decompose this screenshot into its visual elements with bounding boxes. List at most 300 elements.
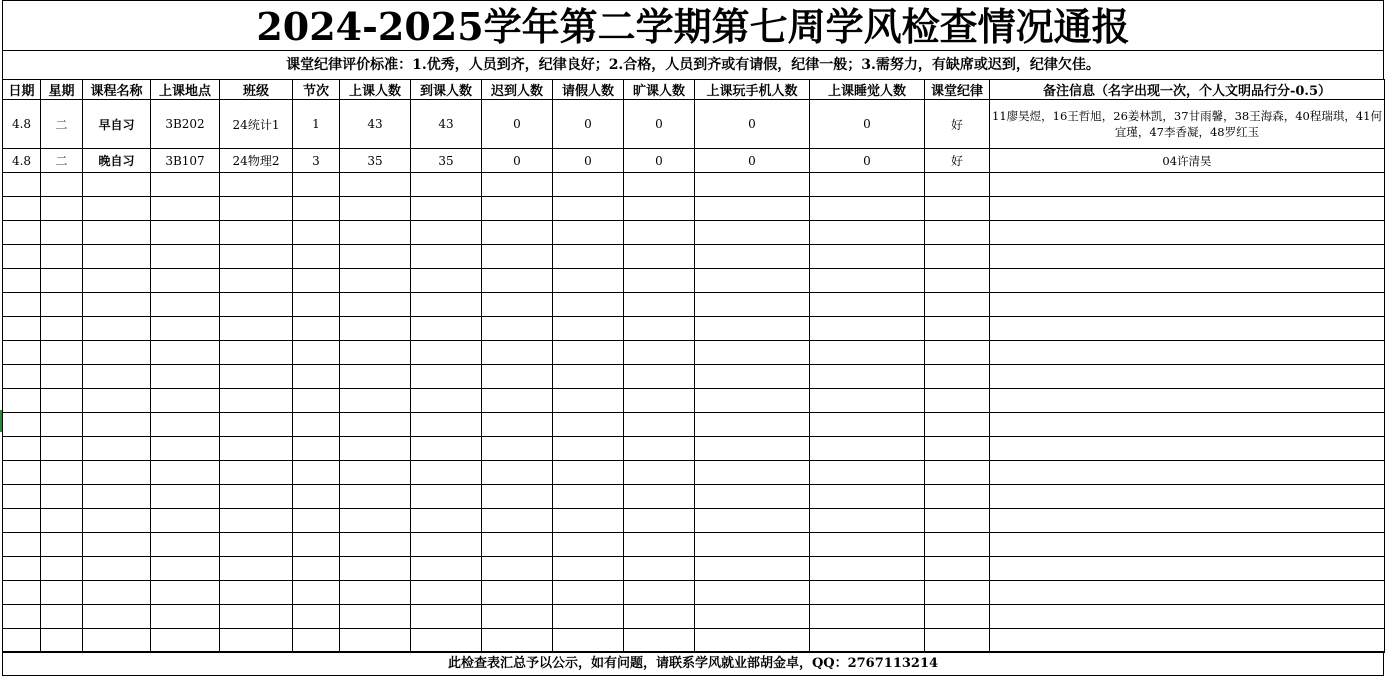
empty-cell[interactable] xyxy=(411,629,482,653)
empty-cell[interactable] xyxy=(3,245,41,269)
empty-cell[interactable] xyxy=(553,197,624,221)
empty-cell[interactable] xyxy=(41,557,83,581)
col-header-phone[interactable]: 上课玩手机人数 xyxy=(695,80,810,100)
cell-enrolled[interactable]: 35 xyxy=(340,149,411,173)
empty-cell[interactable] xyxy=(41,413,83,437)
empty-cell[interactable] xyxy=(220,221,293,245)
empty-cell[interactable] xyxy=(990,461,1385,485)
empty-cell[interactable] xyxy=(553,605,624,629)
cell-leave[interactable]: 0 xyxy=(553,100,624,149)
empty-cell[interactable] xyxy=(695,413,810,437)
empty-cell[interactable] xyxy=(41,509,83,533)
empty-cell[interactable] xyxy=(293,341,340,365)
empty-cell[interactable] xyxy=(925,605,990,629)
empty-cell[interactable] xyxy=(553,269,624,293)
cell-discipline[interactable]: 好 xyxy=(925,149,990,173)
empty-cell[interactable] xyxy=(990,629,1385,653)
empty-cell[interactable] xyxy=(553,245,624,269)
empty-cell[interactable] xyxy=(810,317,925,341)
empty-cell[interactable] xyxy=(293,533,340,557)
empty-cell[interactable] xyxy=(624,245,695,269)
cell-enrolled[interactable]: 43 xyxy=(340,100,411,149)
empty-cell[interactable] xyxy=(293,365,340,389)
empty-cell[interactable] xyxy=(151,197,220,221)
empty-cell[interactable] xyxy=(624,341,695,365)
empty-cell[interactable] xyxy=(151,173,220,197)
empty-cell[interactable] xyxy=(293,293,340,317)
empty-cell[interactable] xyxy=(553,341,624,365)
empty-cell[interactable] xyxy=(925,221,990,245)
cell-sleep[interactable]: 0 xyxy=(810,149,925,173)
empty-cell[interactable] xyxy=(83,245,151,269)
empty-cell[interactable] xyxy=(83,605,151,629)
empty-cell[interactable] xyxy=(411,269,482,293)
empty-cell[interactable] xyxy=(925,341,990,365)
empty-cell[interactable] xyxy=(695,533,810,557)
empty-cell[interactable] xyxy=(624,221,695,245)
empty-cell[interactable] xyxy=(340,389,411,413)
empty-cell[interactable] xyxy=(925,461,990,485)
empty-cell[interactable] xyxy=(220,365,293,389)
empty-cell[interactable] xyxy=(151,389,220,413)
empty-cell[interactable] xyxy=(624,461,695,485)
cell-class[interactable]: 24物理2 xyxy=(220,149,293,173)
empty-cell[interactable] xyxy=(624,389,695,413)
empty-cell[interactable] xyxy=(624,293,695,317)
empty-cell[interactable] xyxy=(925,557,990,581)
empty-cell[interactable] xyxy=(553,629,624,653)
empty-cell[interactable] xyxy=(810,461,925,485)
empty-cell[interactable] xyxy=(482,293,553,317)
col-header-date[interactable]: 日期 xyxy=(3,80,41,100)
empty-cell[interactable] xyxy=(340,605,411,629)
empty-cell[interactable] xyxy=(695,461,810,485)
empty-cell[interactable] xyxy=(925,269,990,293)
empty-cell[interactable] xyxy=(695,581,810,605)
empty-cell[interactable] xyxy=(41,365,83,389)
empty-cell[interactable] xyxy=(990,341,1385,365)
col-header-weekday[interactable]: 星期 xyxy=(41,80,83,100)
empty-cell[interactable] xyxy=(3,461,41,485)
cell-remarks[interactable]: 11廖昊煜，16王哲旭，26姜林凯，37甘雨馨，38王海森，40程瑞琪，41何宜瑾，47李香凝，48罗红玉 xyxy=(990,100,1385,149)
empty-cell[interactable] xyxy=(151,293,220,317)
empty-cell[interactable] xyxy=(340,581,411,605)
empty-cell[interactable] xyxy=(411,317,482,341)
empty-cell[interactable] xyxy=(220,197,293,221)
empty-cell[interactable] xyxy=(3,173,41,197)
empty-cell[interactable] xyxy=(925,173,990,197)
empty-cell[interactable] xyxy=(3,269,41,293)
empty-cell[interactable] xyxy=(990,269,1385,293)
cell-late[interactable]: 0 xyxy=(482,100,553,149)
empty-cell[interactable] xyxy=(553,485,624,509)
empty-cell[interactable] xyxy=(293,173,340,197)
empty-cell[interactable] xyxy=(810,197,925,221)
cell-phone[interactable]: 0 xyxy=(695,100,810,149)
empty-cell[interactable] xyxy=(624,533,695,557)
empty-cell[interactable] xyxy=(3,293,41,317)
empty-cell[interactable] xyxy=(340,533,411,557)
empty-cell[interactable] xyxy=(624,509,695,533)
empty-cell[interactable] xyxy=(340,317,411,341)
empty-cell[interactable] xyxy=(3,389,41,413)
empty-cell[interactable] xyxy=(151,245,220,269)
empty-cell[interactable] xyxy=(624,557,695,581)
empty-cell[interactable] xyxy=(810,413,925,437)
empty-cell[interactable] xyxy=(553,581,624,605)
empty-cell[interactable] xyxy=(695,557,810,581)
col-header-discipline[interactable]: 课堂纪律 xyxy=(925,80,990,100)
empty-cell[interactable] xyxy=(340,341,411,365)
empty-cell[interactable] xyxy=(41,605,83,629)
empty-cell[interactable] xyxy=(411,509,482,533)
empty-cell[interactable] xyxy=(220,173,293,197)
empty-cell[interactable] xyxy=(293,629,340,653)
empty-cell[interactable] xyxy=(695,221,810,245)
empty-cell[interactable] xyxy=(83,221,151,245)
cell-attended[interactable]: 43 xyxy=(411,100,482,149)
cell-absent[interactable]: 0 xyxy=(624,100,695,149)
empty-cell[interactable] xyxy=(990,293,1385,317)
empty-cell[interactable] xyxy=(624,365,695,389)
empty-cell[interactable] xyxy=(83,509,151,533)
empty-cell[interactable] xyxy=(482,557,553,581)
cell-period[interactable]: 3 xyxy=(293,149,340,173)
empty-cell[interactable] xyxy=(41,293,83,317)
empty-cell[interactable] xyxy=(3,509,41,533)
cell-location[interactable]: 3B202 xyxy=(151,100,220,149)
col-header-period[interactable]: 节次 xyxy=(293,80,340,100)
empty-cell[interactable] xyxy=(990,221,1385,245)
empty-cell[interactable] xyxy=(553,437,624,461)
empty-cell[interactable] xyxy=(411,485,482,509)
empty-cell[interactable] xyxy=(482,389,553,413)
empty-cell[interactable] xyxy=(810,173,925,197)
empty-cell[interactable] xyxy=(411,341,482,365)
empty-cell[interactable] xyxy=(293,485,340,509)
empty-cell[interactable] xyxy=(293,317,340,341)
empty-cell[interactable] xyxy=(293,509,340,533)
empty-cell[interactable] xyxy=(340,173,411,197)
empty-cell[interactable] xyxy=(925,317,990,341)
empty-cell[interactable] xyxy=(83,317,151,341)
empty-cell[interactable] xyxy=(695,437,810,461)
empty-cell[interactable] xyxy=(482,197,553,221)
empty-cell[interactable] xyxy=(482,461,553,485)
empty-cell[interactable] xyxy=(990,557,1385,581)
empty-cell[interactable] xyxy=(3,485,41,509)
empty-cell[interactable] xyxy=(83,293,151,317)
empty-cell[interactable] xyxy=(482,485,553,509)
empty-cell[interactable] xyxy=(3,605,41,629)
empty-cell[interactable] xyxy=(695,269,810,293)
empty-cell[interactable] xyxy=(340,197,411,221)
empty-cell[interactable] xyxy=(151,365,220,389)
empty-cell[interactable] xyxy=(695,173,810,197)
empty-cell[interactable] xyxy=(411,389,482,413)
empty-cell[interactable] xyxy=(990,605,1385,629)
empty-cell[interactable] xyxy=(925,197,990,221)
empty-cell[interactable] xyxy=(83,533,151,557)
empty-cell[interactable] xyxy=(340,221,411,245)
empty-cell[interactable] xyxy=(41,437,83,461)
empty-cell[interactable] xyxy=(990,581,1385,605)
empty-cell[interactable] xyxy=(482,533,553,557)
empty-cell[interactable] xyxy=(220,413,293,437)
empty-cell[interactable] xyxy=(83,341,151,365)
empty-cell[interactable] xyxy=(810,293,925,317)
empty-cell[interactable] xyxy=(695,245,810,269)
empty-cell[interactable] xyxy=(83,365,151,389)
empty-cell[interactable] xyxy=(990,245,1385,269)
empty-cell[interactable] xyxy=(553,509,624,533)
cell-phone[interactable]: 0 xyxy=(695,149,810,173)
empty-cell[interactable] xyxy=(83,581,151,605)
empty-cell[interactable] xyxy=(3,557,41,581)
empty-cell[interactable] xyxy=(411,461,482,485)
empty-cell[interactable] xyxy=(553,533,624,557)
empty-cell[interactable] xyxy=(990,317,1385,341)
empty-cell[interactable] xyxy=(810,341,925,365)
empty-cell[interactable] xyxy=(695,197,810,221)
empty-cell[interactable] xyxy=(41,533,83,557)
col-header-enrolled[interactable]: 上课人数 xyxy=(340,80,411,100)
empty-cell[interactable] xyxy=(411,437,482,461)
empty-cell[interactable] xyxy=(695,317,810,341)
empty-cell[interactable] xyxy=(293,557,340,581)
empty-cell[interactable] xyxy=(695,365,810,389)
empty-cell[interactable] xyxy=(220,389,293,413)
cell-date[interactable]: 4.8 xyxy=(3,100,41,149)
empty-cell[interactable] xyxy=(83,389,151,413)
empty-cell[interactable] xyxy=(340,413,411,437)
cell-date[interactable]: 4.8 xyxy=(3,149,41,173)
empty-cell[interactable] xyxy=(695,629,810,653)
empty-cell[interactable] xyxy=(220,485,293,509)
empty-cell[interactable] xyxy=(810,389,925,413)
col-header-late[interactable]: 迟到人数 xyxy=(482,80,553,100)
empty-cell[interactable] xyxy=(151,485,220,509)
empty-cell[interactable] xyxy=(925,581,990,605)
empty-cell[interactable] xyxy=(624,413,695,437)
empty-cell[interactable] xyxy=(925,437,990,461)
empty-cell[interactable] xyxy=(220,605,293,629)
cell-remarks[interactable]: 04许清昊 xyxy=(990,149,1385,173)
empty-cell[interactable] xyxy=(340,509,411,533)
cell-period[interactable]: 1 xyxy=(293,100,340,149)
empty-cell[interactable] xyxy=(411,581,482,605)
empty-cell[interactable] xyxy=(83,485,151,509)
empty-cell[interactable] xyxy=(482,341,553,365)
empty-cell[interactable] xyxy=(990,437,1385,461)
empty-cell[interactable] xyxy=(151,269,220,293)
empty-cell[interactable] xyxy=(624,485,695,509)
empty-cell[interactable] xyxy=(624,317,695,341)
empty-cell[interactable] xyxy=(83,437,151,461)
empty-cell[interactable] xyxy=(293,437,340,461)
empty-cell[interactable] xyxy=(925,629,990,653)
empty-cell[interactable] xyxy=(340,269,411,293)
empty-cell[interactable] xyxy=(151,581,220,605)
empty-cell[interactable] xyxy=(925,245,990,269)
empty-cell[interactable] xyxy=(293,221,340,245)
empty-cell[interactable] xyxy=(220,581,293,605)
empty-cell[interactable] xyxy=(3,581,41,605)
empty-cell[interactable] xyxy=(695,389,810,413)
empty-cell[interactable] xyxy=(624,629,695,653)
empty-cell[interactable] xyxy=(151,437,220,461)
cell-sleep[interactable]: 0 xyxy=(810,100,925,149)
empty-cell[interactable] xyxy=(293,605,340,629)
empty-cell[interactable] xyxy=(925,509,990,533)
empty-cell[interactable] xyxy=(482,629,553,653)
empty-cell[interactable] xyxy=(3,413,41,437)
empty-cell[interactable] xyxy=(553,557,624,581)
empty-cell[interactable] xyxy=(810,437,925,461)
empty-cell[interactable] xyxy=(220,557,293,581)
empty-cell[interactable] xyxy=(41,221,83,245)
empty-cell[interactable] xyxy=(810,557,925,581)
empty-cell[interactable] xyxy=(624,269,695,293)
empty-cell[interactable] xyxy=(293,461,340,485)
empty-cell[interactable] xyxy=(340,245,411,269)
empty-cell[interactable] xyxy=(482,365,553,389)
empty-cell[interactable] xyxy=(41,485,83,509)
empty-cell[interactable] xyxy=(220,461,293,485)
empty-cell[interactable] xyxy=(553,173,624,197)
empty-cell[interactable] xyxy=(41,245,83,269)
empty-cell[interactable] xyxy=(624,605,695,629)
empty-cell[interactable] xyxy=(810,533,925,557)
empty-cell[interactable] xyxy=(990,173,1385,197)
col-header-sleep[interactable]: 上课睡觉人数 xyxy=(810,80,925,100)
empty-cell[interactable] xyxy=(83,413,151,437)
empty-cell[interactable] xyxy=(3,221,41,245)
empty-cell[interactable] xyxy=(151,629,220,653)
empty-cell[interactable] xyxy=(340,485,411,509)
empty-cell[interactable] xyxy=(3,437,41,461)
empty-cell[interactable] xyxy=(990,413,1385,437)
empty-cell[interactable] xyxy=(220,317,293,341)
empty-cell[interactable] xyxy=(990,197,1385,221)
empty-cell[interactable] xyxy=(220,533,293,557)
empty-cell[interactable] xyxy=(482,413,553,437)
empty-cell[interactable] xyxy=(340,629,411,653)
empty-cell[interactable] xyxy=(220,509,293,533)
empty-cell[interactable] xyxy=(3,197,41,221)
empty-cell[interactable] xyxy=(220,629,293,653)
empty-cell[interactable] xyxy=(151,341,220,365)
empty-cell[interactable] xyxy=(83,173,151,197)
empty-cell[interactable] xyxy=(411,293,482,317)
empty-cell[interactable] xyxy=(151,557,220,581)
empty-cell[interactable] xyxy=(990,365,1385,389)
col-header-class[interactable]: 班级 xyxy=(220,80,293,100)
empty-cell[interactable] xyxy=(220,245,293,269)
empty-cell[interactable] xyxy=(151,461,220,485)
empty-cell[interactable] xyxy=(411,365,482,389)
cell-course[interactable]: 晚自习 xyxy=(83,149,151,173)
empty-cell[interactable] xyxy=(482,605,553,629)
empty-cell[interactable] xyxy=(925,365,990,389)
empty-cell[interactable] xyxy=(293,245,340,269)
empty-cell[interactable] xyxy=(83,269,151,293)
empty-cell[interactable] xyxy=(340,365,411,389)
cell-location[interactable]: 3B107 xyxy=(151,149,220,173)
empty-cell[interactable] xyxy=(151,413,220,437)
empty-cell[interactable] xyxy=(3,317,41,341)
empty-cell[interactable] xyxy=(482,269,553,293)
empty-cell[interactable] xyxy=(482,437,553,461)
col-header-attended[interactable]: 到课人数 xyxy=(411,80,482,100)
empty-cell[interactable] xyxy=(411,197,482,221)
empty-cell[interactable] xyxy=(83,197,151,221)
empty-cell[interactable] xyxy=(482,173,553,197)
empty-cell[interactable] xyxy=(553,413,624,437)
empty-cell[interactable] xyxy=(3,365,41,389)
empty-cell[interactable] xyxy=(482,317,553,341)
empty-cell[interactable] xyxy=(990,485,1385,509)
empty-cell[interactable] xyxy=(695,341,810,365)
empty-cell[interactable] xyxy=(151,533,220,557)
empty-cell[interactable] xyxy=(553,389,624,413)
empty-cell[interactable] xyxy=(624,581,695,605)
empty-cell[interactable] xyxy=(340,557,411,581)
empty-cell[interactable] xyxy=(151,221,220,245)
empty-cell[interactable] xyxy=(482,245,553,269)
empty-cell[interactable] xyxy=(220,269,293,293)
empty-cell[interactable] xyxy=(482,509,553,533)
empty-cell[interactable] xyxy=(41,581,83,605)
empty-cell[interactable] xyxy=(990,509,1385,533)
empty-cell[interactable] xyxy=(810,221,925,245)
col-header-absent[interactable]: 旷课人数 xyxy=(624,80,695,100)
empty-cell[interactable] xyxy=(3,533,41,557)
empty-cell[interactable] xyxy=(340,293,411,317)
empty-cell[interactable] xyxy=(411,533,482,557)
empty-cell[interactable] xyxy=(695,509,810,533)
empty-cell[interactable] xyxy=(41,317,83,341)
empty-cell[interactable] xyxy=(83,557,151,581)
empty-cell[interactable] xyxy=(810,485,925,509)
empty-cell[interactable] xyxy=(624,437,695,461)
empty-cell[interactable] xyxy=(810,629,925,653)
empty-cell[interactable] xyxy=(340,461,411,485)
empty-cell[interactable] xyxy=(151,605,220,629)
empty-cell[interactable] xyxy=(41,269,83,293)
cell-weekday[interactable]: 二 xyxy=(41,100,83,149)
cell-leave[interactable]: 0 xyxy=(553,149,624,173)
empty-cell[interactable] xyxy=(41,629,83,653)
col-header-location[interactable]: 上课地点 xyxy=(151,80,220,100)
empty-cell[interactable] xyxy=(990,389,1385,413)
empty-cell[interactable] xyxy=(41,173,83,197)
empty-cell[interactable] xyxy=(411,557,482,581)
col-header-leave[interactable]: 请假人数 xyxy=(553,80,624,100)
cell-late[interactable]: 0 xyxy=(482,149,553,173)
empty-cell[interactable] xyxy=(293,269,340,293)
empty-cell[interactable] xyxy=(553,317,624,341)
cell-course[interactable]: 早自习 xyxy=(83,100,151,149)
empty-cell[interactable] xyxy=(293,413,340,437)
cell-class[interactable]: 24统计1 xyxy=(220,100,293,149)
empty-cell[interactable] xyxy=(41,461,83,485)
empty-cell[interactable] xyxy=(990,533,1385,557)
empty-cell[interactable] xyxy=(411,413,482,437)
empty-cell[interactable] xyxy=(83,629,151,653)
empty-cell[interactable] xyxy=(411,221,482,245)
empty-cell[interactable] xyxy=(624,173,695,197)
